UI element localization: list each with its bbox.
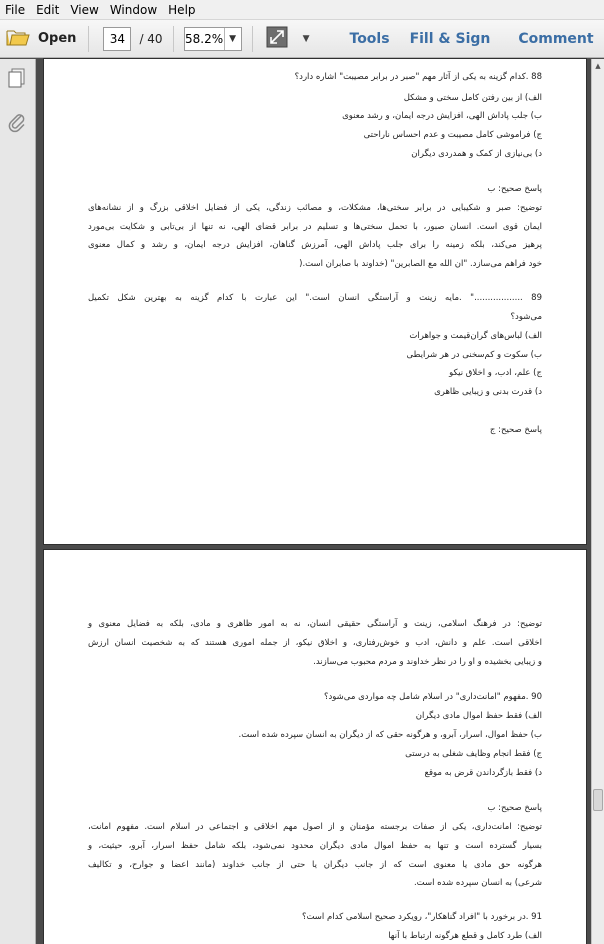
toolbar-separator: [252, 26, 253, 52]
navigation-pane: [0, 59, 36, 944]
explanation-line: و زیبایی بخشیده و او را در نظر خداوند و مردم محبوب می‌سازند.: [313, 657, 542, 667]
option-a: الف) طرد کامل و قطع هرگونه ارتباط با آنها: [388, 931, 542, 941]
explanation-line: بسیار گسترده است و تنها به حفظ اموال مادی دیگران محدود نمی‌شود، بلکه شامل حفظ اسرار، آبرو، حیثیت، و: [88, 841, 542, 851]
explanation-line: شرعی) به انسان سپرده شده است.: [413, 878, 542, 888]
page-number-input[interactable]: 34: [103, 27, 131, 51]
answer-90: پاسخ صحیح: ب: [487, 803, 542, 813]
tools-button[interactable]: Tools: [349, 30, 390, 47]
zoom-select[interactable]: [184, 27, 242, 51]
option-c: ج) علم، ادب، و اخلاق نیکو: [449, 368, 542, 378]
answer-89: پاسخ صحیح: ج: [489, 425, 542, 435]
menu-file[interactable]: File: [5, 2, 26, 17]
fit-page-button[interactable]: [265, 27, 289, 51]
pages-panel-icon[interactable]: [6, 67, 28, 89]
option-a: الف) از بین رفتن کامل سختی و مشکل: [403, 93, 542, 103]
document-page: [44, 550, 586, 944]
fill-sign-button[interactable]: Fill & Sign: [409, 30, 491, 47]
folder-icon: [6, 27, 30, 51]
more-tools-dropdown[interactable]: ▼: [302, 33, 310, 44]
paperclip-icon[interactable]: [6, 111, 28, 133]
option-b: ب) جلب پاداش الهی، افزایش درجه ایمان، و رشد معنوی: [342, 111, 542, 121]
fit-page-icon: [266, 26, 288, 52]
explanation-line: پرهیز می‌کند، بلکه زمینه را برای جلب پاداش الهی، آمرزش گناهان، افزایش درجه ایمان، و رشد و کمال معنوی: [88, 240, 542, 250]
total-pages: / 40: [139, 31, 163, 46]
option-a: الف) فقط حفظ اموال مادی دیگران: [415, 711, 542, 721]
menu-edit[interactable]: Edit: [36, 2, 60, 17]
explanation-line: توضیح: در فرهنگ اسلامی، زینت و آراستگی حقیقی انسان، نه به امور ظاهری و مادی، بلکه به فضایل معنوی و: [88, 619, 542, 629]
question-88: 88 .کدام گزینه به یکی از آثار مهم "صبر در برابر مصیبت" اشاره دارد؟: [294, 72, 542, 82]
chevron-down-icon[interactable]: ▼: [224, 28, 241, 50]
question-90: 90 .مفهوم "امانت‌داری" در اسلام شامل چه مواردی می‌شود؟: [323, 692, 542, 702]
document-page: [44, 59, 586, 544]
explanation-line: ایمان قوی است. انسان صبور، با تحمل سختی‌ها و تسلیم در برابر قضای الهی، نه تنها از بی‌تابی و شکایت بی‌مورد: [88, 222, 542, 232]
toolbar: [0, 20, 604, 58]
toolbar-separator: [88, 26, 89, 52]
option-d: د) فقط بازگرداندن قرض به موقع: [424, 768, 542, 778]
option-a: الف) لباس‌های گران‌قیمت و جواهرات: [409, 331, 542, 341]
zoom-value: 58.2%: [185, 31, 224, 46]
scrollbar-thumb[interactable]: [593, 789, 603, 811]
question-91: 91 .در برخورد با "افراد گناهکار"، رویکرد صحیح اسلامی کدام است؟: [301, 912, 542, 922]
explanation-line: خود فراهم می‌سازد. "ان الله مع الصابرین" (خداوند با صابران است.(: [299, 259, 542, 269]
option-b: ب) سکوت و کم‌سخنی در هر شرایطی: [406, 350, 542, 360]
answer-88: پاسخ صحیح: ب: [487, 184, 542, 194]
menu-bar: [0, 0, 604, 20]
menu-view[interactable]: View: [70, 2, 99, 17]
question-89-cont: می‌شود؟: [510, 312, 542, 322]
toolbar-separator: [173, 26, 174, 52]
scroll-up-icon[interactable]: ▲: [595, 62, 601, 70]
option-d: د) بی‌نیازی از کمک و همدردی دیگران: [411, 149, 542, 159]
option-c: ج) فراموشی کامل مصیبت و عدم احساس ناراحتی: [363, 130, 542, 140]
option-c: ج) فقط انجام وظایف شغلی به درستی: [405, 749, 542, 759]
menu-help[interactable]: Help: [168, 2, 196, 17]
question-89: 89 .................." .مایه زینت و آراستگی انسان است." این عبارت با کدام گزینه به بهترین شکل تکمیل: [88, 293, 542, 303]
menu-window[interactable]: Window: [109, 2, 158, 17]
open-label: Open: [38, 31, 77, 46]
option-b: ب) حفظ اموال، اسرار، آبرو، و هرگونه حقی که از دیگران به انسان سپرده شده است.: [238, 730, 542, 740]
open-button[interactable]: [6, 27, 76, 51]
explanation-line: توضیح: امانت‌داری، یکی از صفات برجسته مؤمنان و از اصول مهم اخلاقی و اجتماعی در اسلام است. مفهوم امانت،: [88, 822, 542, 832]
explanation-line: اخلاقی است. علم و دانش، ادب و خوش‌رفتاری، و اخلاق نیکو، از جمله اموری هستند که به شخصیت انسان ارزش: [88, 638, 542, 648]
option-d: د) قدرت بدنی و زیبایی ظاهری: [434, 387, 542, 397]
explanation-line: هرگونه حق مادی یا معنوی است که از جانب دیگران یا حتی از جانب خداوند (مانند اعضا و جوارح، و تکالیف: [88, 860, 542, 870]
vertical-scrollbar[interactable]: [591, 59, 604, 944]
explanation-line: توضیح: صبر و شکیبایی در برابر سختی‌ها، مشکلات، و مصائب زندگی، یکی از فضایل اخلاقی بزرگ و از نشانه‌های: [88, 203, 542, 213]
comment-button[interactable]: Comment: [518, 30, 594, 47]
